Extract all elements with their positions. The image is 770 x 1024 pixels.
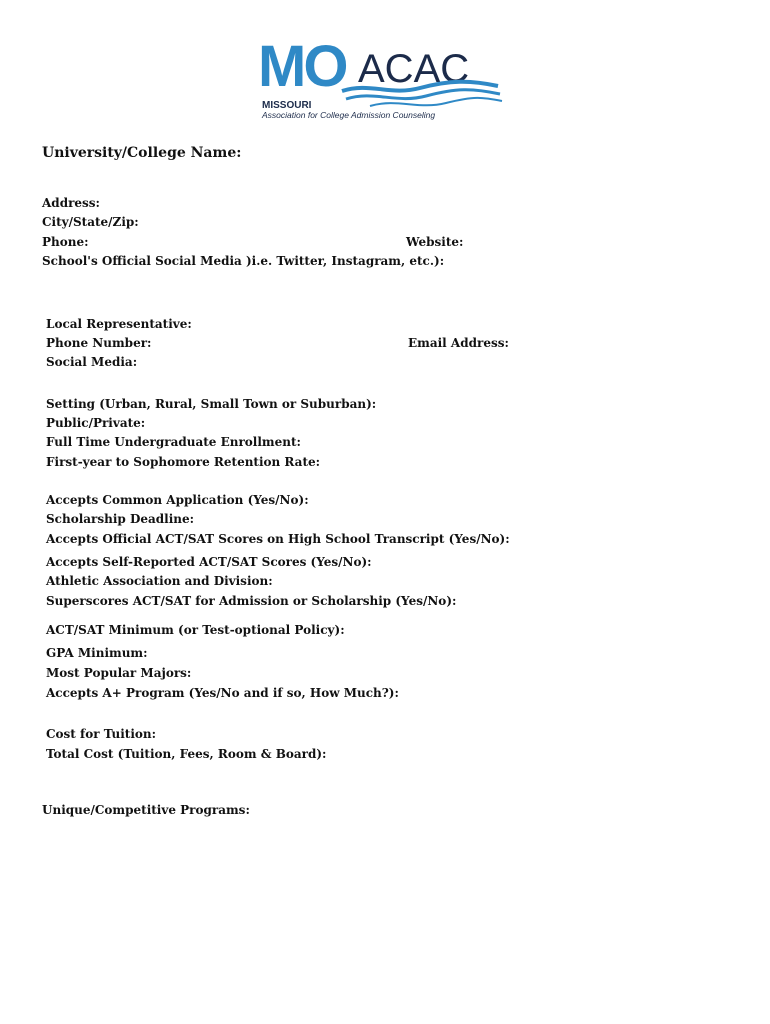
- a-plus-program-label: Accepts A+ Program (Yes/No and if so, How Much?):: [46, 686, 399, 700]
- enrollment-label: Full Time Undergraduate Enrollment:: [46, 435, 301, 449]
- common-app-label: Accepts Common Application (Yes/No):: [46, 493, 309, 507]
- popular-majors-label: Most Popular Majors:: [46, 666, 192, 680]
- address-label: Address:: [42, 196, 100, 210]
- official-scores-label: Accepts Official ACT/SAT Scores on High School Transcript (Yes/No):: [46, 532, 510, 546]
- website-label: Website:: [406, 235, 464, 249]
- phone-label: Phone:: [42, 235, 89, 249]
- logo-mo: MO: [258, 36, 346, 99]
- rep-phone-label: Phone Number:: [46, 336, 152, 350]
- moacac-logo: [250, 36, 510, 124]
- setting-label: Setting (Urban, Rural, Small Town or Suburban):: [46, 397, 377, 411]
- act-sat-minimum-label: ACT/SAT Minimum (or Test-optional Policy):: [46, 623, 345, 637]
- unique-programs-label: Unique/Competitive Programs:: [42, 803, 250, 817]
- superscores-label: Superscores ACT/SAT for Admission or Scholarship (Yes/No):: [46, 594, 457, 608]
- retention-rate-label: First-year to Sophomore Retention Rate:: [46, 455, 321, 469]
- scholarship-deadline-label: Scholarship Deadline:: [46, 512, 195, 526]
- logo-missouri: MISSOURI: [262, 100, 312, 111]
- gpa-minimum-label: GPA Minimum:: [46, 646, 148, 660]
- school-social-media-label: School's Official Social Media )i.e. Twitter, Instagram, etc.):: [42, 254, 445, 268]
- self-reported-scores-label: Accepts Self-Reported ACT/SAT Scores (Yes/No):: [46, 555, 372, 569]
- tuition-cost-label: Cost for Tuition:: [46, 727, 157, 741]
- rep-email-label: Email Address:: [408, 336, 509, 350]
- athletic-association-label: Athletic Association and Division:: [46, 574, 273, 588]
- logo-tagline: Association for College Admission Counseling: [262, 110, 436, 120]
- logo-acac: ACAC: [358, 47, 470, 91]
- public-private-label: Public/Private:: [46, 416, 146, 430]
- university-name-label: University/College Name:: [42, 145, 242, 161]
- city-state-zip-label: City/State/Zip:: [42, 215, 139, 229]
- total-cost-label: Total Cost (Tuition, Fees, Room & Board):: [46, 747, 327, 761]
- rep-social-media-label: Social Media:: [46, 355, 138, 369]
- local-representative-label: Local Representative:: [46, 317, 192, 331]
